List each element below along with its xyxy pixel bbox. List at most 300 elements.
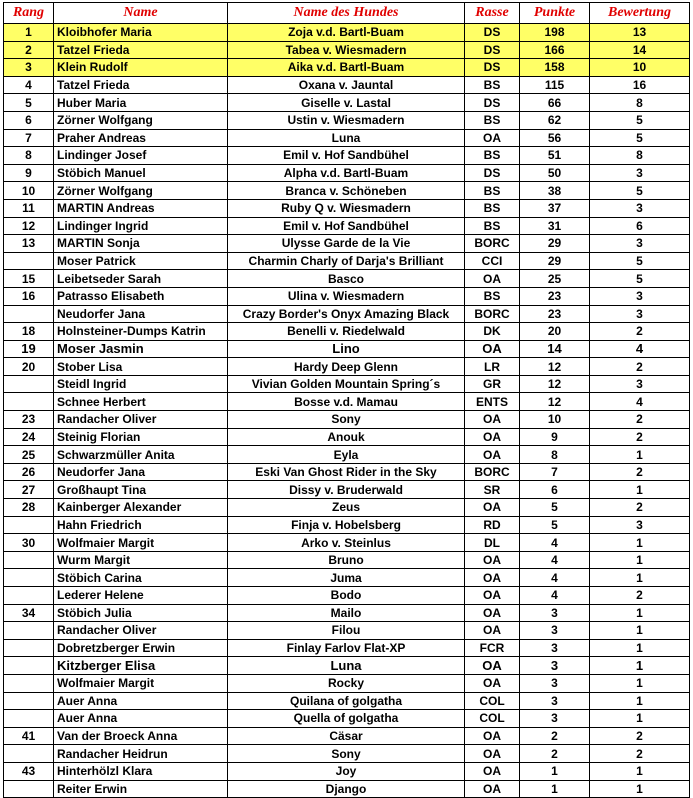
breed-cell: BS — [465, 199, 520, 217]
dog-name-cell: Luna — [228, 129, 465, 147]
rating-cell: 1 — [590, 692, 690, 710]
dog-name-cell: Benelli v. Riedelwald — [228, 323, 465, 341]
points-cell: 4 — [520, 551, 590, 569]
table-row — [4, 287, 690, 305]
rank-cell: 12 — [4, 217, 54, 235]
points-cell: 29 — [520, 252, 590, 270]
breed-cell: DS — [465, 41, 520, 59]
rating-cell: 10 — [590, 59, 690, 77]
results-table — [3, 2, 690, 798]
table-row — [4, 674, 690, 692]
breed-cell: OA — [465, 604, 520, 622]
owner-name-cell: Klein Rudolf — [54, 59, 228, 77]
header-rang: Rang — [4, 3, 54, 24]
points-cell: 3 — [520, 657, 590, 675]
dog-name-cell: Basco — [228, 270, 465, 288]
dog-name-cell: Eski Van Ghost Rider in the Sky — [228, 463, 465, 481]
breed-cell: OA — [465, 569, 520, 587]
dog-name-cell: Mailo — [228, 604, 465, 622]
dog-name-cell: Branca v. Schöneben — [228, 182, 465, 200]
table-row — [4, 182, 690, 200]
dog-name-cell: Bosse v.d. Mamau — [228, 393, 465, 411]
points-cell: 2 — [520, 727, 590, 745]
breed-cell: OA — [465, 727, 520, 745]
table-row — [4, 569, 690, 587]
owner-name-cell: Stöbich Carina — [54, 569, 228, 587]
table-row — [4, 340, 690, 358]
rating-cell: 3 — [590, 287, 690, 305]
rank-cell — [4, 516, 54, 534]
rank-cell: 6 — [4, 111, 54, 129]
table-row — [4, 147, 690, 165]
points-cell: 115 — [520, 76, 590, 94]
rating-cell: 2 — [590, 428, 690, 446]
owner-name-cell: Randacher Heidrun — [54, 745, 228, 763]
rating-cell: 1 — [590, 780, 690, 798]
breed-cell: BS — [465, 217, 520, 235]
rank-cell — [4, 745, 54, 763]
points-cell: 5 — [520, 499, 590, 517]
breed-cell: DL — [465, 534, 520, 552]
owner-name-cell: Wurm Margit — [54, 551, 228, 569]
owner-name-cell: Auer Anna — [54, 692, 228, 710]
points-cell: 14 — [520, 340, 590, 358]
dog-name-cell: Joy — [228, 762, 465, 780]
owner-name-cell: Tatzel Frieda — [54, 41, 228, 59]
dog-name-cell: Luna — [228, 657, 465, 675]
points-cell: 3 — [520, 674, 590, 692]
rating-cell: 2 — [590, 463, 690, 481]
breed-cell: OA — [465, 428, 520, 446]
rank-cell — [4, 692, 54, 710]
dog-name-cell: Ruby Q v. Wiesmadern — [228, 199, 465, 217]
breed-cell: BS — [465, 182, 520, 200]
dog-name-cell: Sony — [228, 411, 465, 429]
rank-cell: 2 — [4, 41, 54, 59]
rating-cell: 3 — [590, 305, 690, 323]
owner-name-cell: Lindinger Josef — [54, 147, 228, 165]
rating-cell: 6 — [590, 217, 690, 235]
dog-name-cell: Anouk — [228, 428, 465, 446]
rank-cell: 4 — [4, 76, 54, 94]
owner-name-cell: Kainberger Alexander — [54, 499, 228, 517]
rank-cell — [4, 551, 54, 569]
owner-name-cell: Patrasso Elisabeth — [54, 287, 228, 305]
owner-name-cell: Schwarzmüller Anita — [54, 446, 228, 464]
table-row — [4, 252, 690, 270]
table-row — [4, 199, 690, 217]
rating-cell: 16 — [590, 76, 690, 94]
breed-cell: BS — [465, 147, 520, 165]
table-row — [4, 270, 690, 288]
owner-name-cell: Neudorfer Jana — [54, 463, 228, 481]
dog-name-cell: Vivian Golden Mountain Spring´s — [228, 375, 465, 393]
points-cell: 2 — [520, 745, 590, 763]
points-cell: 3 — [520, 639, 590, 657]
points-cell: 3 — [520, 710, 590, 728]
owner-name-cell: Großhaupt Tina — [54, 481, 228, 499]
owner-name-cell: MARTIN Sonja — [54, 235, 228, 253]
dog-name-cell: Crazy Border's Onyx Amazing Black — [228, 305, 465, 323]
rating-cell: 2 — [590, 358, 690, 376]
table-row — [4, 393, 690, 411]
rank-cell — [4, 710, 54, 728]
table-row — [4, 463, 690, 481]
rating-cell: 1 — [590, 657, 690, 675]
rating-cell: 1 — [590, 446, 690, 464]
dog-name-cell: Giselle v. Lastal — [228, 94, 465, 112]
breed-cell: OA — [465, 340, 520, 358]
points-cell: 5 — [520, 516, 590, 534]
dog-name-cell: Zeus — [228, 499, 465, 517]
header-dog-name: Name des Hundes — [228, 3, 465, 24]
dog-name-cell: Django — [228, 780, 465, 798]
points-cell: 56 — [520, 129, 590, 147]
header-points: Punkte — [520, 3, 590, 24]
rank-cell: 16 — [4, 287, 54, 305]
rating-cell: 2 — [590, 745, 690, 763]
breed-cell: OA — [465, 129, 520, 147]
rating-cell: 5 — [590, 252, 690, 270]
owner-name-cell: Schnee Herbert — [54, 393, 228, 411]
rating-cell: 14 — [590, 41, 690, 59]
header-row — [4, 3, 690, 24]
breed-cell: BS — [465, 76, 520, 94]
rating-cell: 1 — [590, 639, 690, 657]
table-row — [4, 375, 690, 393]
dog-name-cell: Quella of golgatha — [228, 710, 465, 728]
points-cell: 4 — [520, 587, 590, 605]
rating-cell: 1 — [590, 604, 690, 622]
rank-cell — [4, 622, 54, 640]
dog-name-cell: Oxana v. Jauntal — [228, 76, 465, 94]
points-cell: 23 — [520, 305, 590, 323]
points-cell: 62 — [520, 111, 590, 129]
table-row — [4, 604, 690, 622]
rank-cell: 3 — [4, 59, 54, 77]
table-row — [4, 481, 690, 499]
dog-name-cell: Finlay Farlov Flat-XP — [228, 639, 465, 657]
table-row — [4, 323, 690, 341]
rank-cell: 13 — [4, 235, 54, 253]
table-row — [4, 551, 690, 569]
dog-name-cell: Bruno — [228, 551, 465, 569]
rank-cell — [4, 587, 54, 605]
points-cell: 50 — [520, 164, 590, 182]
points-cell: 198 — [520, 24, 590, 42]
owner-name-cell: Hinterhölzl Klara — [54, 762, 228, 780]
rating-cell: 1 — [590, 481, 690, 499]
points-cell: 4 — [520, 534, 590, 552]
rank-cell: 20 — [4, 358, 54, 376]
rating-cell: 5 — [590, 182, 690, 200]
rating-cell: 2 — [590, 727, 690, 745]
breed-cell: OA — [465, 622, 520, 640]
points-cell: 66 — [520, 94, 590, 112]
points-cell: 12 — [520, 358, 590, 376]
rank-cell: 27 — [4, 481, 54, 499]
owner-name-cell: Steidl Ingrid — [54, 375, 228, 393]
results-body — [4, 24, 690, 798]
rating-cell: 5 — [590, 111, 690, 129]
breed-cell: OA — [465, 657, 520, 675]
breed-cell: OA — [465, 587, 520, 605]
rating-cell: 3 — [590, 164, 690, 182]
rating-cell: 2 — [590, 499, 690, 517]
rating-cell: 2 — [590, 587, 690, 605]
points-cell: 23 — [520, 287, 590, 305]
rank-cell — [4, 657, 54, 675]
rank-cell — [4, 375, 54, 393]
table-row — [4, 499, 690, 517]
breed-cell: BS — [465, 111, 520, 129]
breed-cell: CCI — [465, 252, 520, 270]
points-cell: 20 — [520, 323, 590, 341]
rating-cell: 1 — [590, 674, 690, 692]
dog-name-cell: Ulysse Garde de la Vie — [228, 235, 465, 253]
points-cell: 29 — [520, 235, 590, 253]
owner-name-cell: Randacher Oliver — [54, 622, 228, 640]
dog-name-cell: Hardy Deep Glenn — [228, 358, 465, 376]
dog-name-cell: Finja v. Hobelsberg — [228, 516, 465, 534]
rank-cell: 15 — [4, 270, 54, 288]
rank-cell: 8 — [4, 147, 54, 165]
dog-name-cell: Emil v. Hof Sandbühel — [228, 147, 465, 165]
dog-name-cell: Zoja v.d. Bartl-Buam — [228, 24, 465, 42]
rating-cell: 13 — [590, 24, 690, 42]
breed-cell: OA — [465, 780, 520, 798]
breed-cell: OA — [465, 499, 520, 517]
rank-cell — [4, 393, 54, 411]
owner-name-cell: Leibetseder Sarah — [54, 270, 228, 288]
rating-cell: 5 — [590, 270, 690, 288]
owner-name-cell: Stober Lisa — [54, 358, 228, 376]
points-cell: 3 — [520, 604, 590, 622]
rating-cell: 1 — [590, 710, 690, 728]
breed-cell: DS — [465, 24, 520, 42]
breed-cell: COL — [465, 710, 520, 728]
breed-cell: ENTS — [465, 393, 520, 411]
points-cell: 51 — [520, 147, 590, 165]
owner-name-cell: Holnsteiner-Dumps Katrin — [54, 323, 228, 341]
owner-name-cell: Randacher Oliver — [54, 411, 228, 429]
dog-name-cell: Aika v.d. Bartl-Buam — [228, 59, 465, 77]
points-cell: 8 — [520, 446, 590, 464]
breed-cell: BORC — [465, 463, 520, 481]
rank-cell — [4, 305, 54, 323]
dog-name-cell: Ustin v. Wiesmadern — [228, 111, 465, 129]
dog-name-cell: Charmin Charly of Darja's Brilliant — [228, 252, 465, 270]
points-cell: 3 — [520, 622, 590, 640]
rating-cell: 1 — [590, 551, 690, 569]
owner-name-cell: Kitzberger Elisa — [54, 657, 228, 675]
rating-cell: 3 — [590, 375, 690, 393]
breed-cell: RD — [465, 516, 520, 534]
rank-cell: 41 — [4, 727, 54, 745]
rating-cell: 2 — [590, 411, 690, 429]
rank-cell: 24 — [4, 428, 54, 446]
table-row — [4, 217, 690, 235]
rating-cell: 4 — [590, 340, 690, 358]
owner-name-cell: Hahn Friedrich — [54, 516, 228, 534]
table-row — [4, 76, 690, 94]
rating-cell: 3 — [590, 516, 690, 534]
points-cell: 1 — [520, 780, 590, 798]
points-cell: 31 — [520, 217, 590, 235]
table-row — [4, 657, 690, 675]
rank-cell: 5 — [4, 94, 54, 112]
header-name: Name — [54, 3, 228, 24]
table-row — [4, 235, 690, 253]
breed-cell: OA — [465, 551, 520, 569]
breed-cell: DS — [465, 59, 520, 77]
table-row — [4, 692, 690, 710]
owner-name-cell: MARTIN Andreas — [54, 199, 228, 217]
breed-cell: OA — [465, 674, 520, 692]
rank-cell — [4, 639, 54, 657]
breed-cell: OA — [465, 745, 520, 763]
points-cell: 3 — [520, 692, 590, 710]
rank-cell — [4, 569, 54, 587]
rank-cell: 9 — [4, 164, 54, 182]
points-cell: 7 — [520, 463, 590, 481]
points-cell: 25 — [520, 270, 590, 288]
rank-cell: 1 — [4, 24, 54, 42]
breed-cell: SR — [465, 481, 520, 499]
points-cell: 6 — [520, 481, 590, 499]
rating-cell: 3 — [590, 199, 690, 217]
owner-name-cell: Neudorfer Jana — [54, 305, 228, 323]
points-cell: 158 — [520, 59, 590, 77]
table-row — [4, 59, 690, 77]
table-row — [4, 94, 690, 112]
dog-name-cell: Rocky — [228, 674, 465, 692]
dog-name-cell: Alpha v.d. Bartl-Buam — [228, 164, 465, 182]
rating-cell: 1 — [590, 569, 690, 587]
owner-name-cell: Tatzel Frieda — [54, 76, 228, 94]
owner-name-cell: Van der Broeck Anna — [54, 727, 228, 745]
header-rating: Bewertung — [590, 3, 690, 24]
rank-cell — [4, 674, 54, 692]
points-cell: 9 — [520, 428, 590, 446]
dog-name-cell: Emil v. Hof Sandbühel — [228, 217, 465, 235]
rank-cell: 19 — [4, 340, 54, 358]
owner-name-cell: Stöbich Manuel — [54, 164, 228, 182]
breed-cell: OA — [465, 411, 520, 429]
rating-cell: 1 — [590, 762, 690, 780]
dog-name-cell: Ulina v. Wiesmadern — [228, 287, 465, 305]
points-cell: 1 — [520, 762, 590, 780]
table-row — [4, 587, 690, 605]
table-row — [4, 727, 690, 745]
table-row — [4, 111, 690, 129]
dog-name-cell: Sony — [228, 745, 465, 763]
dog-name-cell: Juma — [228, 569, 465, 587]
table-row — [4, 428, 690, 446]
points-cell: 12 — [520, 393, 590, 411]
dog-name-cell: Tabea v. Wiesmadern — [228, 41, 465, 59]
owner-name-cell: Auer Anna — [54, 710, 228, 728]
dog-name-cell: Cäsar — [228, 727, 465, 745]
rank-cell: 28 — [4, 499, 54, 517]
points-cell: 37 — [520, 199, 590, 217]
points-cell: 12 — [520, 375, 590, 393]
breed-cell: OA — [465, 446, 520, 464]
breed-cell: COL — [465, 692, 520, 710]
rank-cell: 18 — [4, 323, 54, 341]
owner-name-cell: Huber Maria — [54, 94, 228, 112]
rating-cell: 1 — [590, 534, 690, 552]
breed-cell: FCR — [465, 639, 520, 657]
breed-cell: DK — [465, 323, 520, 341]
dog-name-cell: Bodo — [228, 587, 465, 605]
table-row — [4, 745, 690, 763]
points-cell: 10 — [520, 411, 590, 429]
rank-cell: 43 — [4, 762, 54, 780]
table-row — [4, 516, 690, 534]
points-cell: 4 — [520, 569, 590, 587]
dog-name-cell: Dissy v. Bruderwald — [228, 481, 465, 499]
breed-cell: DS — [465, 164, 520, 182]
rank-cell: 34 — [4, 604, 54, 622]
rank-cell: 23 — [4, 411, 54, 429]
rating-cell: 1 — [590, 622, 690, 640]
rating-cell: 3 — [590, 235, 690, 253]
owner-name-cell: Zörner Wolfgang — [54, 111, 228, 129]
rating-cell: 2 — [590, 323, 690, 341]
owner-name-cell: Lederer Helene — [54, 587, 228, 605]
owner-name-cell: Wolfmaier Margit — [54, 534, 228, 552]
rank-cell: 7 — [4, 129, 54, 147]
dog-name-cell: Arko v. Steinlus — [228, 534, 465, 552]
table-row — [4, 710, 690, 728]
owner-name-cell: Moser Jasmin — [54, 340, 228, 358]
breed-cell: OA — [465, 762, 520, 780]
rank-cell: 30 — [4, 534, 54, 552]
dog-name-cell: Quilana of golgatha — [228, 692, 465, 710]
owner-name-cell: Wolfmaier Margit — [54, 674, 228, 692]
owner-name-cell: Steinig Florian — [54, 428, 228, 446]
breed-cell: BORC — [465, 235, 520, 253]
rank-cell — [4, 252, 54, 270]
dog-name-cell: Eyla — [228, 446, 465, 464]
rank-cell: 11 — [4, 199, 54, 217]
table-row — [4, 622, 690, 640]
owner-name-cell: Lindinger Ingrid — [54, 217, 228, 235]
rank-cell: 25 — [4, 446, 54, 464]
table-row — [4, 762, 690, 780]
owner-name-cell: Dobretzberger Erwin — [54, 639, 228, 657]
rating-cell: 5 — [590, 129, 690, 147]
breed-cell: OA — [465, 270, 520, 288]
points-cell: 166 — [520, 41, 590, 59]
table-row — [4, 446, 690, 464]
rating-cell: 8 — [590, 94, 690, 112]
table-row — [4, 41, 690, 59]
breed-cell: LR — [465, 358, 520, 376]
header-breed: Rasse — [465, 3, 520, 24]
table-row — [4, 411, 690, 429]
table-row — [4, 24, 690, 42]
owner-name-cell: Praher Andreas — [54, 129, 228, 147]
rating-cell: 8 — [590, 147, 690, 165]
points-cell: 38 — [520, 182, 590, 200]
owner-name-cell: Zörner Wolfgang — [54, 182, 228, 200]
breed-cell: GR — [465, 375, 520, 393]
rank-cell: 26 — [4, 463, 54, 481]
table-row — [4, 358, 690, 376]
owner-name-cell: Reiter Erwin — [54, 780, 228, 798]
